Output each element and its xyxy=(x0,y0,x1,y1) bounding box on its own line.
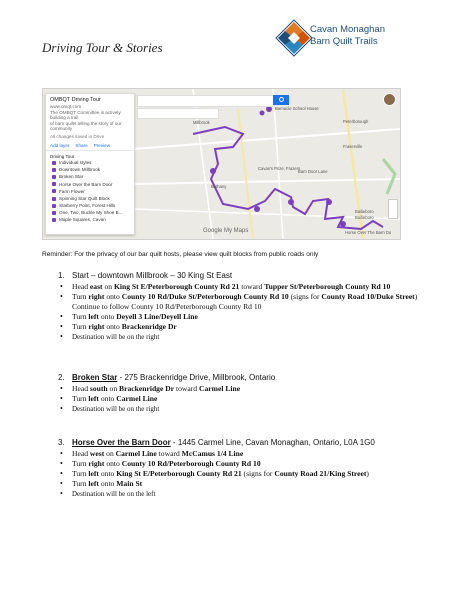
direction-step: • Turn left onto King St E/Peterborough County Rd 21 (signs for County Road 21/King Street) xyxy=(42,469,422,479)
privacy-reminder: Reminder: For the privacy of our bar quilt hosts, please view quilt blocks from public roads only xyxy=(42,251,319,258)
pin-icon xyxy=(52,197,56,201)
share-button[interactable]: Share xyxy=(75,142,88,148)
list-item[interactable] xyxy=(46,195,134,202)
map-search-input[interactable] xyxy=(137,95,275,107)
map-label: Barnacle School House xyxy=(275,106,319,111)
direction-step: • Destination will be on the right xyxy=(42,404,422,414)
map-legend-panel xyxy=(45,93,135,235)
direction-step: • Turn left onto Carmel Line xyxy=(42,394,422,404)
logo-line-2: Barn Quilt Trails xyxy=(310,36,378,47)
tour-stop-1 xyxy=(42,271,422,342)
directions-list xyxy=(42,449,422,499)
pin-icon xyxy=(52,189,56,193)
stop-heading xyxy=(42,271,422,281)
map-label: Cavan's Prize, Frazers xyxy=(258,166,301,171)
pin-icon xyxy=(52,175,56,179)
list-item[interactable] xyxy=(46,167,134,174)
map-label: Bethany xyxy=(211,184,227,189)
panel-desc-2: The OMBQT Committee is actively building a trail xyxy=(50,109,121,120)
list-item-label: Starberry Point, Forest Hills xyxy=(59,202,116,208)
pin-icon xyxy=(52,211,56,215)
map-label: Bailieboro xyxy=(355,209,374,214)
search-icon[interactable] xyxy=(273,95,289,105)
stop-heading-text: - 275 Brackenridge Drive, Millbrook, Ontario xyxy=(117,373,276,382)
layer-sub: Individual styles xyxy=(59,160,92,166)
list-item-label: Spinning Star Quilt Block xyxy=(59,195,110,201)
list-item[interactable] xyxy=(46,181,134,188)
list-item-label: Maple Squares, Cavan xyxy=(59,217,106,223)
pin-icon xyxy=(52,218,56,222)
logo-line-1: Cavan Monaghan xyxy=(310,24,385,35)
stop-heading-text: Start – downtown Millbrook – 30 King St East xyxy=(72,271,233,280)
layer-style-link[interactable] xyxy=(46,160,134,167)
panel-desc-1: www.omqt.com xyxy=(50,104,82,109)
layer-title[interactable]: Driving Tour xyxy=(50,153,75,159)
map-toolbar[interactable] xyxy=(137,108,219,119)
zoom-control[interactable] xyxy=(388,199,398,219)
panel-actions xyxy=(46,141,134,151)
direction-step: • Destination will be on the left xyxy=(42,489,422,499)
stop-heading-text: - 1445 Carmel Line, Cavan Monaghan, Ontario, L0A 1G0 xyxy=(170,438,375,447)
pin-icon xyxy=(52,204,56,208)
stop-name-link[interactable]: Broken Star xyxy=(72,373,118,382)
list-item-label: Downtown Millbrook xyxy=(59,167,101,173)
stop-heading xyxy=(42,373,422,383)
avatar[interactable] xyxy=(383,93,396,106)
direction-step: • Turn right onto Brackenridge Dr xyxy=(42,322,422,332)
pin-icon xyxy=(52,182,56,186)
panel-note: All changes saved in Drive xyxy=(50,133,105,139)
direction-step: • Head south on Brackenridge Dr toward Carmel Line xyxy=(42,384,422,394)
map-label: Barn Door Lane xyxy=(298,169,328,174)
list-item[interactable] xyxy=(46,174,134,181)
preview-button[interactable]: Preview xyxy=(93,142,111,148)
direction-step: • Head east on King St E/Peterborough County Rd 21 toward Tupper St/Peterborough County Rd 10 xyxy=(42,282,422,292)
google-my-maps-label[interactable]: Google My Maps xyxy=(203,228,249,234)
style-swatch-icon xyxy=(52,161,56,165)
direction-step: • Turn right onto County 10 Rd/Peterborough County Rd 10 xyxy=(42,459,422,469)
list-item[interactable] xyxy=(46,209,134,216)
stop-number: 2. xyxy=(58,373,65,382)
map-label: Millbrook xyxy=(193,120,210,125)
list-item-label: Farm Flower xyxy=(59,188,85,194)
map-label: Horse Over The Barn Do xyxy=(345,230,392,235)
panel-desc-3: of barn quilts telling the story of our community xyxy=(50,120,122,131)
stop-heading xyxy=(42,438,422,448)
direction-step: • Head west on Carmel Line toward McCamus 1/4 Line xyxy=(42,449,422,459)
logo-text xyxy=(310,24,385,48)
map-label: Bailieboro xyxy=(355,215,374,220)
add-layer-button[interactable]: Add layer xyxy=(50,142,70,148)
map-screenshot[interactable] xyxy=(42,88,401,240)
direction-step: • Destination will be on the right xyxy=(42,332,422,342)
stop-number: 3. xyxy=(58,438,65,447)
list-item[interactable] xyxy=(46,202,134,209)
direction-step: • Turn right onto County 10 Rd/Duke St/Peterborough County Rd 10 (signs for County Road 10/Duke Street) Continue to follow County 10 Rd/Peterborough County Rd 10 xyxy=(42,292,422,312)
tour-stop-2 xyxy=(42,373,422,414)
panel-title: OMBQT Driving Tour xyxy=(50,97,101,103)
page-title: Driving Tour & Stories xyxy=(42,40,163,55)
list-item-label: Broken Star xyxy=(59,174,84,180)
tour-stop-3 xyxy=(42,438,422,499)
directions-list xyxy=(42,384,422,414)
direction-step: • Turn left onto Deyell 3 Line/Deyell Line xyxy=(42,312,422,322)
list-item-label: One, Two, Buckle My Shoe B... xyxy=(59,209,123,215)
barn-quilt-logo-icon xyxy=(274,18,314,58)
list-item[interactable] xyxy=(46,216,134,223)
list-item[interactable] xyxy=(46,188,134,195)
directions-list xyxy=(42,282,422,342)
pin-icon xyxy=(52,168,56,172)
map-label: Fraserville xyxy=(343,144,363,149)
stop-name-link[interactable]: Horse Over the Barn Door xyxy=(72,438,171,447)
direction-step: • Turn left onto Main St xyxy=(42,479,422,489)
stop-number: 1. xyxy=(58,271,65,280)
map-label: Peterborough xyxy=(343,119,369,124)
list-item-label: Horse Over the Barn Door xyxy=(59,181,113,187)
